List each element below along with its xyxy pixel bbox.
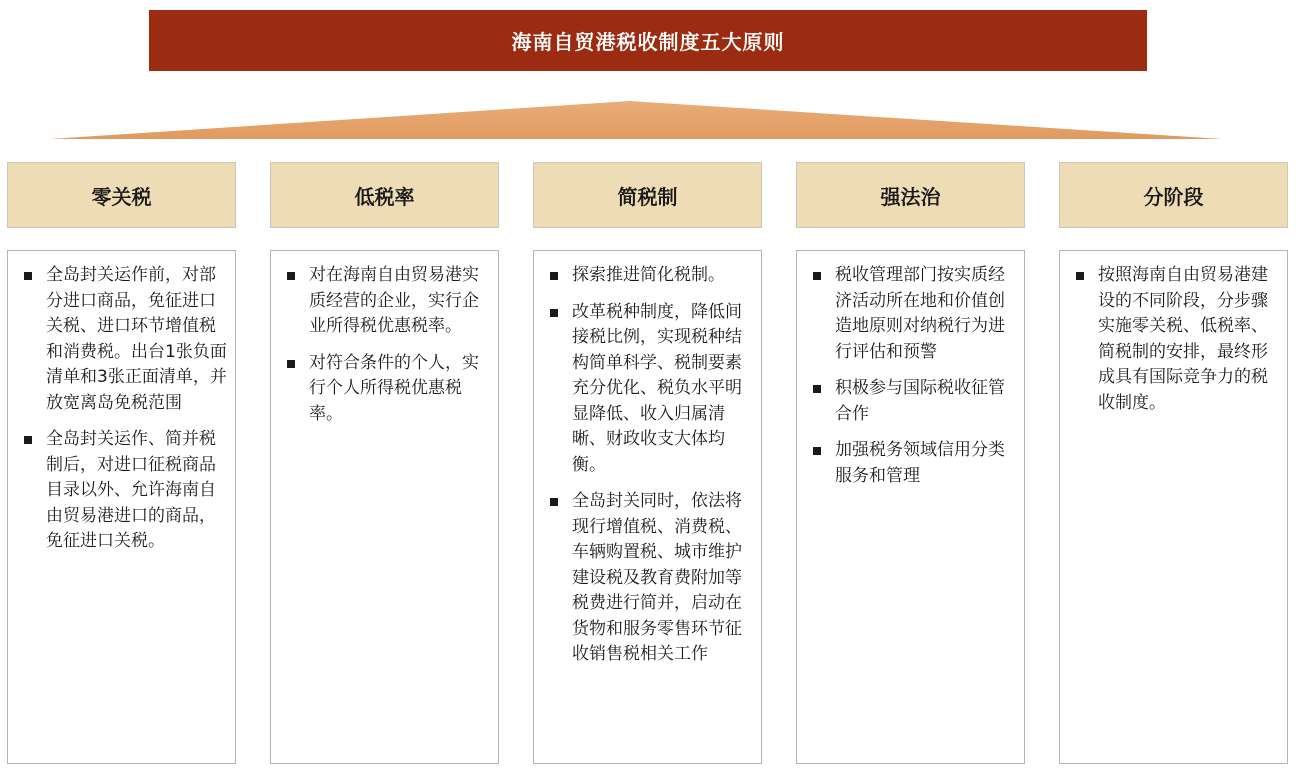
bullet-item	[813, 438, 1018, 489]
column-box-simple-tax	[533, 250, 762, 764]
bullet-item	[287, 263, 492, 340]
bullet-text: 改革税种制度，降低间接税比例，实现税种结构简单科学、税制要素充分优化、税负水平明显降低、收入归属清晰、财政收支大体均衡。	[572, 301, 742, 475]
bullet-text: 按照海南自由贸易港建设的不同阶段，分步骤实施零关税、低税率、简税制的安排，最终形成具有国际竞争力的税收制度。	[1098, 265, 1268, 413]
bullet-text: 探索推进简化税制。	[572, 265, 725, 285]
title-bar	[149, 10, 1147, 71]
bullet-item	[550, 300, 755, 479]
column-header-label: 低税率	[354, 184, 415, 209]
bullet-item	[287, 351, 492, 428]
bullet-text: 对在海南自由贸易港实质经营的企业，实行企业所得税优惠税率。	[309, 265, 479, 336]
column-header-label: 简税制	[617, 184, 678, 209]
bullet-marker	[813, 272, 821, 280]
column-header-label: 分阶段	[1143, 184, 1204, 209]
bullet-text: 全岛封关运作、简并税制后，对进口征税商品目录以外、允许海南自由贸易港进口的商品，免征进口关税。	[46, 429, 216, 551]
column-header-label: 强法治	[880, 184, 941, 209]
column-header-simple-tax	[533, 162, 762, 228]
bullet-text: 全岛封关运作前，对部分进口商品，免征进口关税、进口环节增值税和消费税。出台1张负面清单和3张正面清单，并放宽离岛免税范围	[46, 265, 227, 413]
bullet-item	[550, 263, 755, 289]
bullet-marker	[24, 436, 32, 444]
bullet-text: 积极参与国际税收征管合作	[835, 378, 1005, 424]
bullet-marker	[813, 447, 821, 455]
bullet-marker	[550, 309, 558, 317]
bullet-text: 税收管理部门按实质经济活动所在地和价值创造地原则对纳税行为进行评估和预警	[835, 265, 1005, 362]
bullet-item	[24, 263, 229, 416]
column-box-phased	[1059, 250, 1288, 764]
bullet-marker	[1076, 272, 1084, 280]
bullet-text: 加强税务领域信用分类服务和管理	[835, 440, 1005, 486]
bullet-item	[1076, 263, 1281, 416]
column-header-label: 零关税	[91, 184, 152, 209]
bullet-item	[813, 376, 1018, 427]
diagram-title: 海南自贸港税收制度五大原则	[511, 30, 785, 54]
roof-shape	[50, 101, 1222, 139]
column-header-phased	[1059, 162, 1288, 228]
column-box-rule-of-law	[796, 250, 1025, 764]
column-header-zero-tariff	[7, 162, 236, 228]
column-header-rule-of-law	[796, 162, 1025, 228]
column-header-low-tax-rate	[270, 162, 499, 228]
column-box-low-tax-rate	[270, 250, 499, 764]
bullet-marker	[813, 385, 821, 393]
bullet-marker	[550, 272, 558, 280]
bullet-marker	[550, 498, 558, 506]
bullet-marker	[287, 360, 295, 368]
bullet-item	[813, 263, 1018, 365]
bullet-text: 全岛封关同时，依法将现行增值税、消费税、车辆购置税、城市维护建设税及教育费附加等税费进行简并，启动在货物和服务零售环节征收销售税相关工作	[572, 491, 742, 664]
column-box-zero-tariff	[7, 250, 236, 764]
bullet-item	[550, 489, 755, 668]
bullet-marker	[287, 272, 295, 280]
bullet-item	[24, 427, 229, 555]
bullet-marker	[24, 272, 32, 280]
bullet-text: 对符合条件的个人，实行个人所得税优惠税率。	[309, 352, 479, 424]
